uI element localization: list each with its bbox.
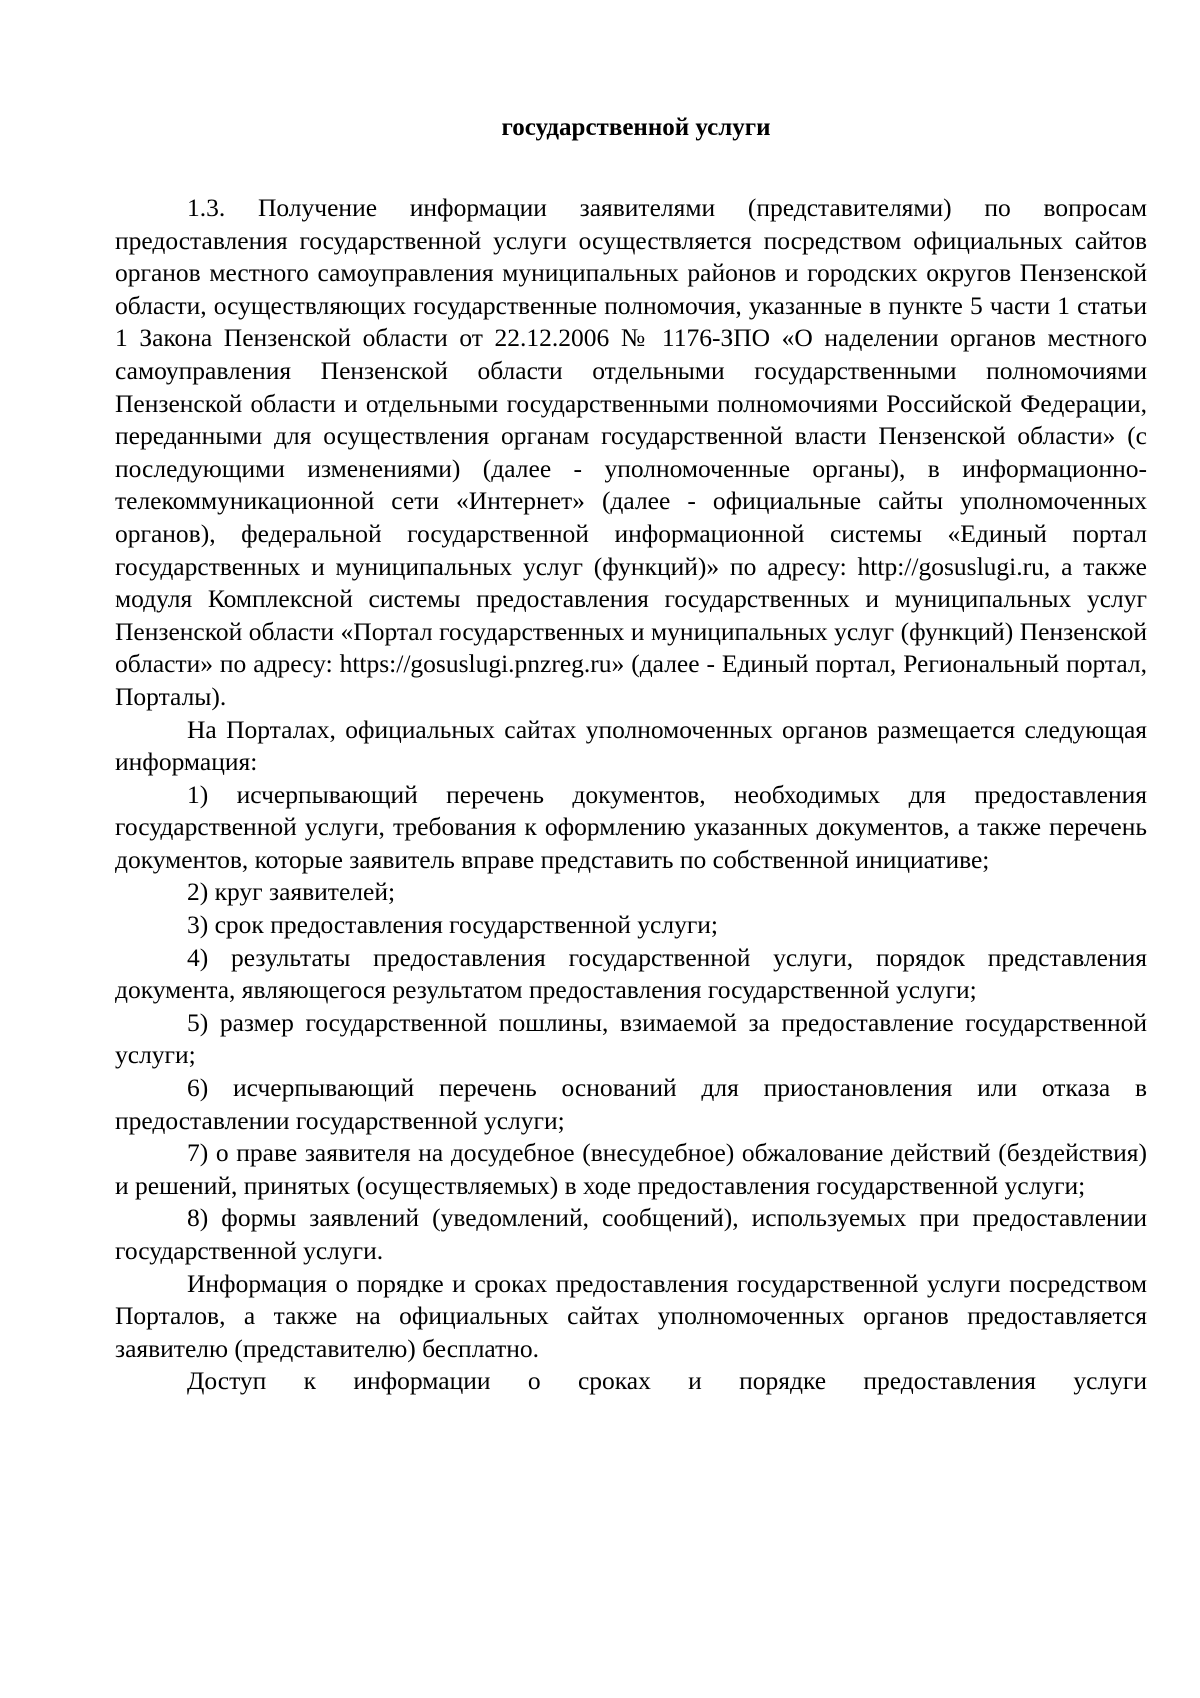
- document-page: [115, 112, 1147, 1398]
- paragraph-free-info: Информация о порядке и сроках предоставления государственной услуги посредством Порталов, а также на официальных сайтах уполномоченных органов предоставляется заявителю (представителю) бесплатно.: [115, 1268, 1147, 1363]
- list-item-2: 2) круг заявителей;: [187, 877, 396, 907]
- paragraph-1-3: 1.3. Получение информации заявителями (представителями) по вопросам предоставления государственной услуги осуществляется посредством официальных сайтов органов местного самоуправления муниципальных районов и городских округов Пензенской области, осуществляющих государственные полномочия, указанные в пункте 5 части 1 статьи 1 Закона Пензенской области от 22.12.2006 № 1176-ЗПО «О наделении органов местного самоуправления Пензенской области отдельными государственными полномочиями Пензенской области и отдельными государственными полномочиями Российской Федерации, переданными для осуществления органам государственной власти Пензенской области» (с последующими изменениями) (далее - уполномоченные органы), в информационно-телекоммуникационной сети «Интернет» (далее - официальные сайты уполномоченных органов), федеральной государственной информационной системы «Единый портал государственных и муниципальных услуг (функций)» по адресу: http://gosuslugi.ru, а также модуля Комплексной системы предоставления государственных и муниципальных услуг Пензенской области «Портал государственных и муниципальных услуг (функций) Пензенской области» по адресу: https://gosuslugi.pnzreg.ru» (далее - Единый портал, Региональный портал, Порталы).: [115, 193, 1147, 711]
- paragraph-portals-info: На Порталах, официальных сайтах уполномоченных органов размещается следующая информация:: [115, 714, 1147, 777]
- list-item-1: 1) исчерпывающий перечень документов, необходимых для предоставления государственной услуги, требования к оформлению указанных документов, а также перечень документов, которые заявитель вправе представить по собственной инициативе;: [115, 779, 1147, 874]
- section-heading: государственной услуги: [501, 114, 771, 141]
- list-item-6: 6) исчерпывающий перечень оснований для приостановления или отказа в предоставлении государственной услуги;: [115, 1073, 1147, 1135]
- list-item-7: 7) о праве заявителя на досудебное (внесудебное) обжалование действий (бездействия) и решений, принятых (осуществляемых) в ходе предоставления государственной услуги;: [115, 1138, 1147, 1200]
- list-item-4: 4) результаты предоставления государственной услуги, порядок представления документа, являющегося результатом предоставления государственной услуги;: [115, 942, 1147, 1005]
- list-item-3: 3) срок предоставления государственной услуги;: [187, 910, 719, 940]
- paragraph-access-info: Доступ к информации о сроках и порядке предоставления услуги: [187, 1366, 1147, 1396]
- list-item-5: 5) размер государственной пошлины, взимаемой за предоставление государственной услуги;: [115, 1007, 1147, 1070]
- list-item-8: 8) формы заявлений (уведомлений, сообщений), используемых при предоставлении государственной услуги.: [115, 1203, 1147, 1265]
